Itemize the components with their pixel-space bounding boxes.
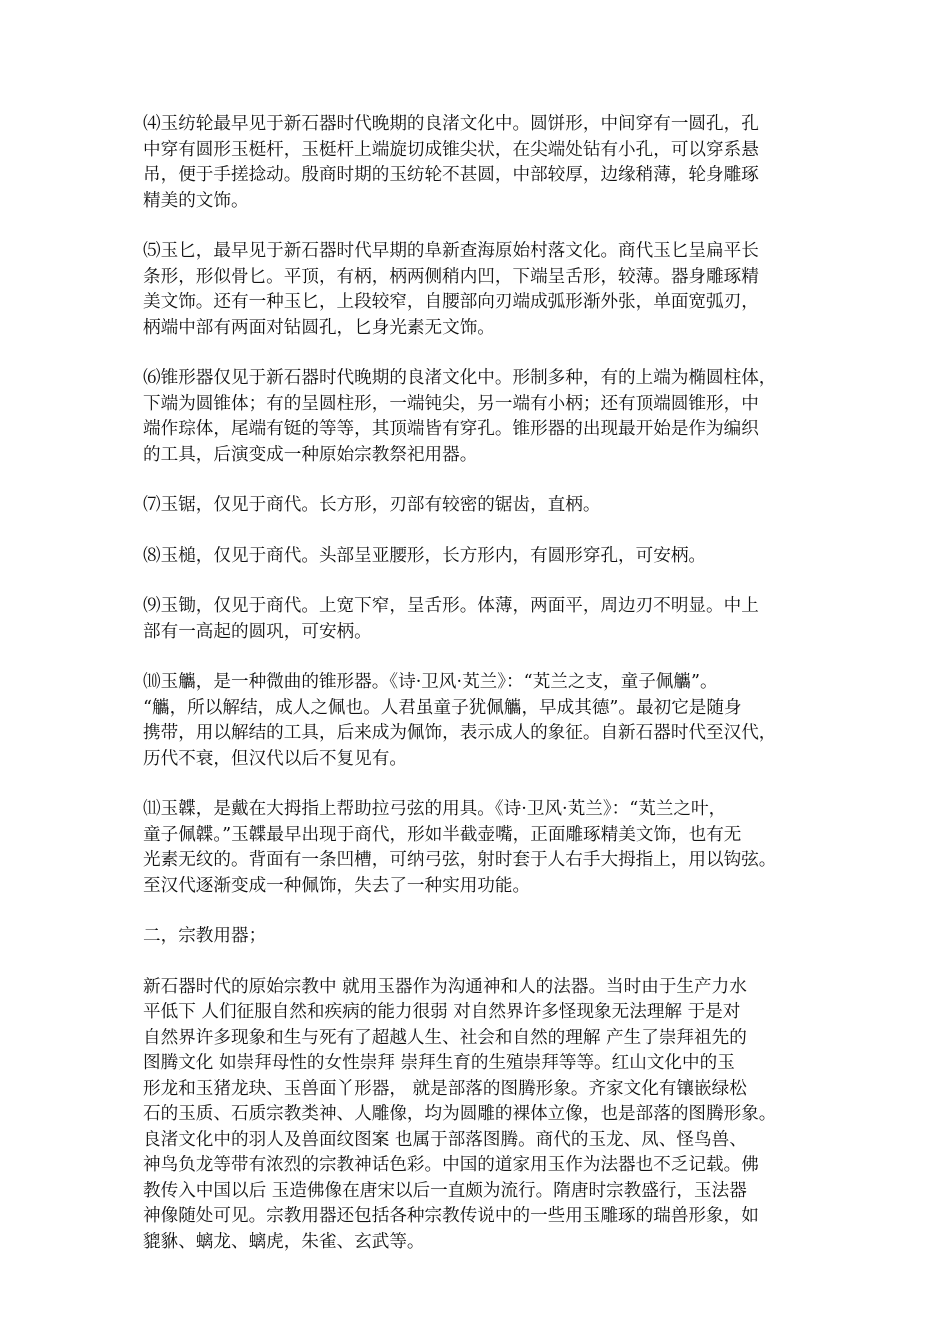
text-line: 神像随处可见。宗教用器还包括各种宗教传说中的一些用玉雕琢的瑞兽形象，如 [143,1206,759,1226]
document-body [143,112,811,1280]
text-line: 良渚文化中的羽人及兽面纹图案 也属于部落图腾。商代的玉龙、凤、怪鸟兽、 [143,1129,747,1150]
paragraph-item-9 [143,594,811,645]
text-line: 携带，用以解结的工具，后来成为佩饰，表示成人的象征。自新石器时代至汉代， [143,723,777,743]
text-line: ⑽玉觿，是一种微曲的锥形器。《诗·卫风·芄兰》：“芄兰之支，童子佩觿”。 [143,672,718,692]
text-line: 图腾文化 如崇拜母性的女性崇拜 崇拜生育的生殖崇拜等等。红山文化中的玉 [143,1053,735,1073]
paragraph-item-10 [143,670,811,772]
paragraph-item-6 [143,366,811,468]
text-line: 历代不衰，但汉代以后不复见有。 [143,748,407,769]
paragraph-item-7 [143,493,811,519]
text-line: 端作琮体，尾端有铤的等等，其顶端皆有穿孔。锥形器的出现最开始是作为编织 [143,419,759,439]
text-line: 至汉代逐渐变成一种佩饰，失去了一种实用功能。 [143,875,531,896]
text-line: 石的玉质、石质宗教类神、人雕像，均为圆雕的裸体立像，也是部落的图腾形象。 [143,1104,777,1124]
text-line: 柄端中部有两面对钻圆孔，匕身光素无文饰。 [143,317,495,338]
text-line: ⑷玉纺轮最早见于新石器时代晚期的良渚文化中。圆饼形，中间穿有一圆孔，孔 [143,114,759,134]
text-line: ⑻玉槌，仅见于商代。头部呈亚腰形，长方形内，有圆形穿孔，可安柄。 [143,545,707,566]
text-line: “觿，所以解结，成人之佩也。人君虽童子犹佩觿，早成其德”。最初它是随身 [143,697,742,718]
text-line: 下端为圆锥体；有的呈圆柱形，一端钝尖，另一端有小柄；还有顶端圆锥形，中 [143,393,759,414]
text-line: 形龙和玉猪龙玦、玉兽面丫形器， 就是部落的图腾形象。齐家文化有镶嵌绿松 [143,1078,747,1099]
text-line: 精美的文饰。 [143,190,249,211]
text-line: 美文饰。还有一种玉匕，上段较窄，自腰部向刃端成弧形渐外张，单面宽弧刃， [143,292,759,312]
text-line: ⑹锥形器仅见于新石器时代晚期的良渚文化中。形制多种，有的上端为椭圆柱体， [143,368,777,388]
text-line: 自然界许多现象和生与死有了超越人生、社会和自然的理解 产生了崇拜祖先的 [143,1027,747,1048]
text-line: 光素无纹的。背面有一条凹槽，可纳弓弦，射时套于人右手大拇指上，用以钩弦。 [143,850,777,870]
text-line: 二，宗教用器； [143,926,267,946]
text-line: ⑺玉锯，仅见于商代。长方形，刃部有较密的锯齿，直柄。 [143,495,601,515]
paragraph-religion-body [143,975,811,1256]
text-line: 新石器时代的原始宗教中 就用玉器作为沟通神和人的法器。当时由于生产力水 [143,976,747,997]
text-line: 童子佩韘。”玉韘最早出现于商代，形如半截壶嘴，正面雕琢精美文饰，也有无 [143,824,742,845]
text-line: 的工具，后演变成一种原始宗教祭祀用器。 [143,444,478,465]
paragraph-item-5 [143,239,811,341]
text-line: ⑸玉匕，最早见于新石器时代早期的阜新查海原始村落文化。商代玉匕呈扁平长 [143,241,759,261]
text-line: 教传入中国以后 玉造佛像在唐宋以后一直颇为流行。隋唐时宗教盛行，玉法器 [143,1180,747,1201]
paragraph-item-8 [143,544,811,570]
text-line: 部有一高起的圆巩，可安柄。 [143,621,372,642]
text-line: 平低下 人们征服自然和疾病的能力很弱 对自然界许多怪现象无法理解 于是对 [143,1002,741,1022]
paragraph-item-11 [143,797,811,899]
paragraph-item-4 [143,112,811,214]
text-line: 神鸟负龙等带有浓烈的宗教神话色彩。中国的道家用玉作为法器也不乏记载。佛 [143,1155,759,1175]
section-heading [143,924,811,950]
text-line: 条形，形似骨匕。平顶，有柄，柄两侧稍内凹，下端呈舌形，较薄。器身雕琢精 [143,266,759,287]
text-line: ⑾玉韘，是戴在大拇指上帮助拉弓弦的用具。《诗·卫风·芄兰》：“芄兰之叶， [143,799,727,819]
text-line: 中穿有圆形玉梃杆，玉梃杆上端旋切成锥尖状，在尖端处钻有小孔，可以穿系悬 [143,139,759,160]
text-line: ⑼玉锄，仅见于商代。上宽下窄，呈舌形。体薄，两面平，周边刃不明显。中上 [143,596,759,616]
text-line: 貔貅、螭龙、螭虎，朱雀、玄武等。 [143,1231,425,1252]
text-line: 吊，便于手搓捻动。殷商时期的玉纺轮不甚圆，中部较厚，边缘稍薄，轮身雕琢 [143,165,759,185]
